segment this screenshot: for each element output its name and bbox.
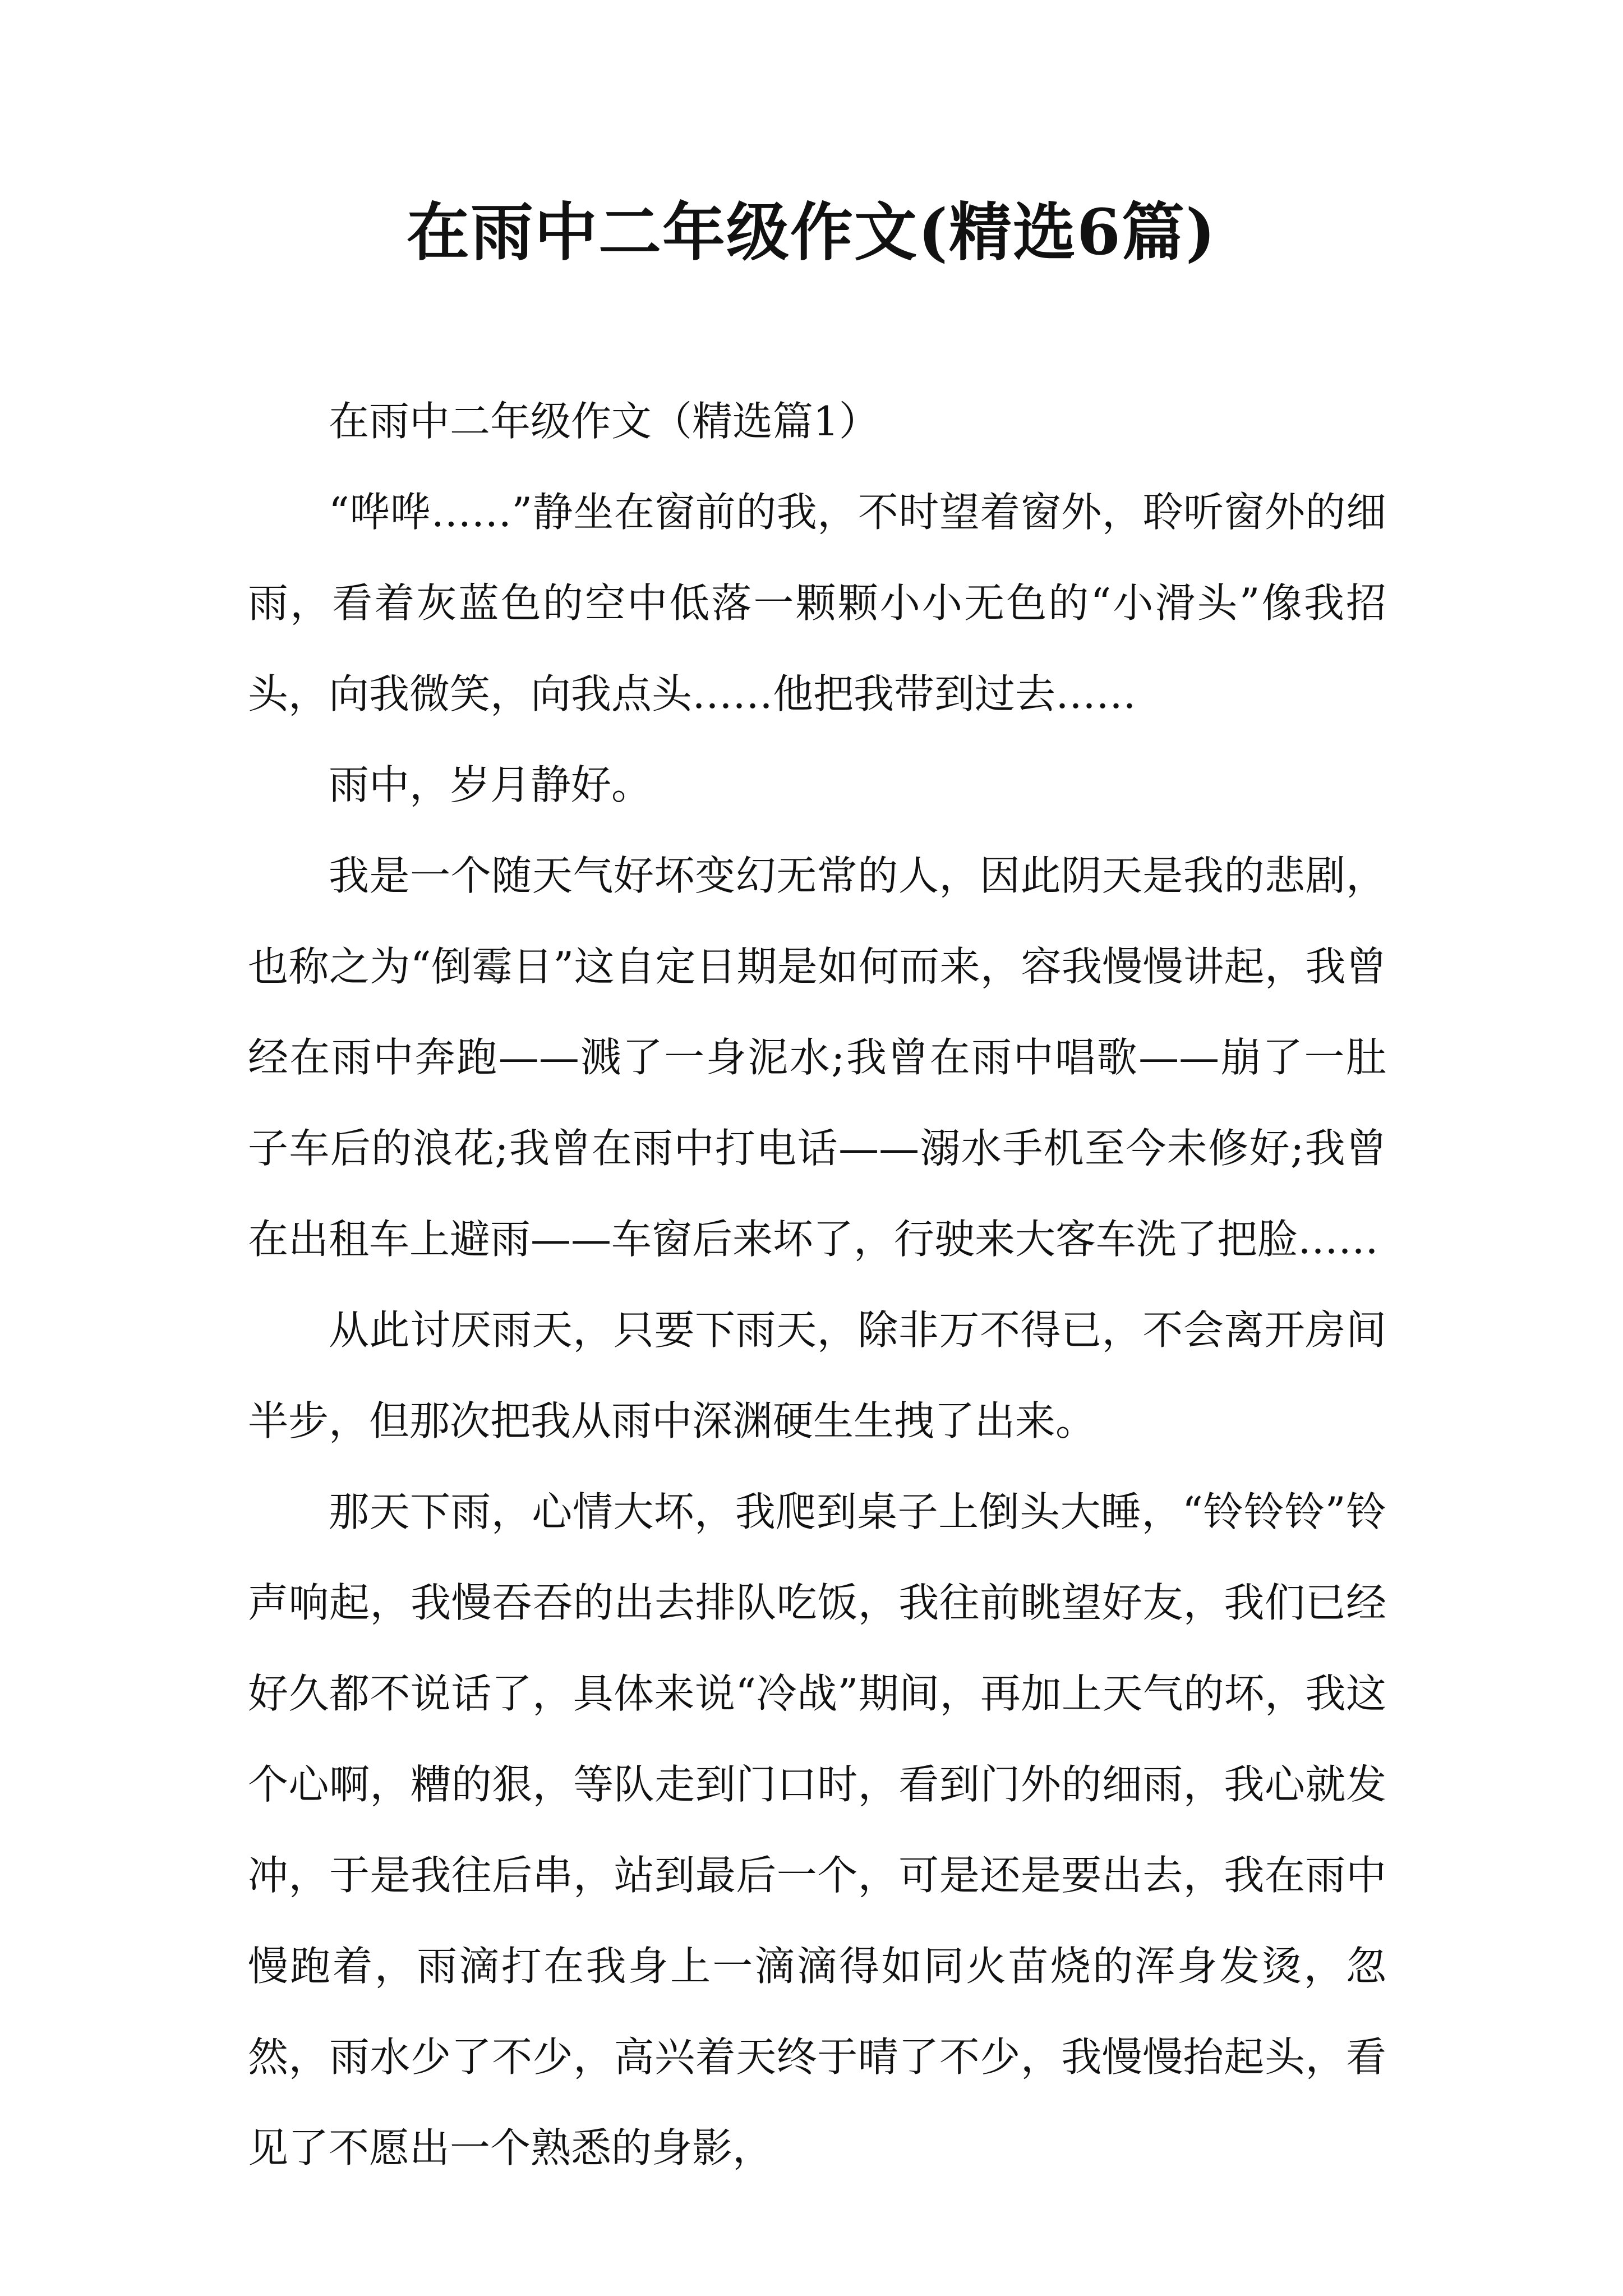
paragraph: 那天下雨，心情大坏，我爬到桌子上倒头大睡，“铃铃铃”铃声响起，我慢吞吞的出去排队吃饭，我往前眺望好友，我们已经好久都不说话了，具体来说“冷战”期间，再加上天气的坏，我这个心啊，糟的狠，等队走到门口时，看到门外的细雨，我心就发冲，于是我往后串，站到最后一个，可是还是要出去，我在雨中慢跑着，雨滴打在我身上一滴滴得如同火苗烧的浑身发烫，忽然，雨水少了不少，高兴着天终于晴了不少，我慢慢抬起头，看见了不愿出一个熟悉的身影，: [248, 1488, 1386, 2171]
paragraph: 从此讨厌雨天，只要下雨天，除非万不得已，不会离开房间半步，但那次把我从雨中深渊硬生生拽了出来。: [248, 1306, 1386, 1444]
paragraph: “哗哗……”静坐在窗前的我，不时望着窗外，聆听窗外的细雨，看着灰蓝色的空中低落一颗颗小小无色的“小滑头”像我招头，向我微笑，向我点头……他把我带到过去……: [248, 489, 1386, 717]
paragraph: 雨中，岁月静好。: [329, 761, 652, 808]
document-body: [248, 376, 1386, 2193]
document-title: 在雨中二年级作文(精选6篇): [407, 196, 1216, 269]
paragraph: 我是一个随天气好坏变幻无常的人，因此阴天是我的悲剧，也称之为“倒霉日”这自定日期是如何而来，容我慢慢讲起，我曾经在雨中奔跑——溅了一身泥水;我曾在雨中唱歌——崩了一肚子车后的浪花;我曾在雨中打电话——溺水手机至今未修好;我曾在出租车上避雨——车窗后来坏了，行驶来大客车洗了把脸……: [248, 852, 1386, 1263]
section-heading: 在雨中二年级作文（精选篇1）: [329, 398, 879, 445]
